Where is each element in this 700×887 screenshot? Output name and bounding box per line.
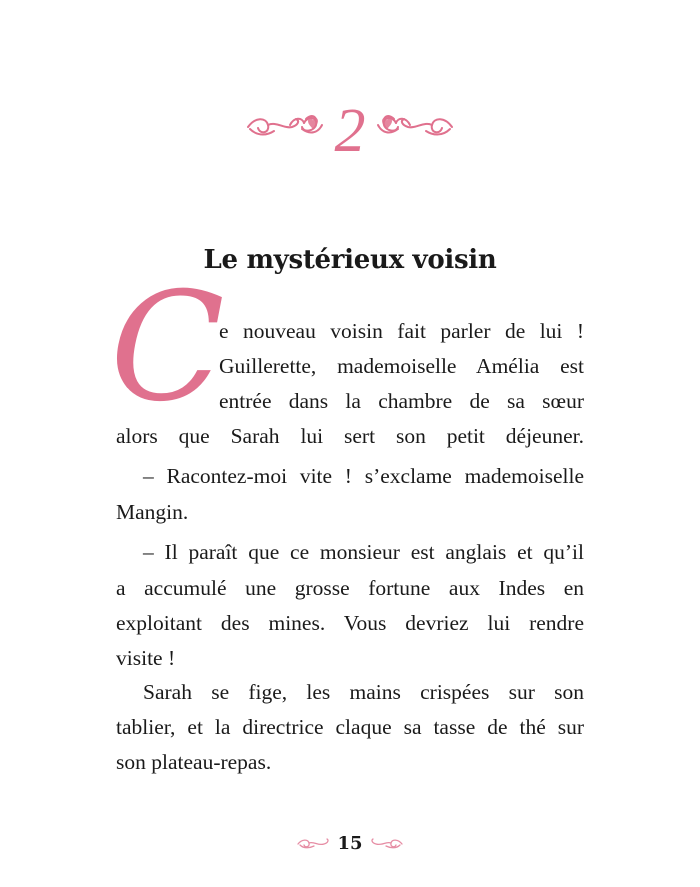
text-line: Guillerette, mademoiselle Amélia est [219,354,584,378]
text-line: e nouveau voisin fait parler de lui ! [219,319,584,343]
chapter-header [0,95,700,175]
text-line: tablier, et la directrice claque sa tasse de thé sur [116,715,584,739]
chapter-title: Le mystérieux voisin [203,245,497,275]
text-line: son plateau-repas. [116,750,272,774]
page-number: 15 [337,833,363,854]
text-line: a accumulé une grosse fortune aux Indes en [116,576,584,600]
text-line: Mangin. [116,500,189,524]
text-line: – Racontez-moi vite ! s’exclame mademoiselle [143,464,584,488]
page-footer [0,826,700,862]
text-line: Sarah se fige, les mains crispées sur son [143,680,584,704]
chapter-number: 2 [334,97,366,165]
text-line: entrée dans la chambre de sa sœur [219,389,584,413]
text-line: alors que Sarah lui sert son petit déjeuner. [116,424,584,448]
text-line: visite ! [116,646,176,670]
text-line: exploitant des mines. Vous devriez lui rendre [116,611,584,635]
text-line: – Il paraît que ce monsieur est anglais et qu’il [143,540,584,564]
drop-cap: C [110,261,225,435]
